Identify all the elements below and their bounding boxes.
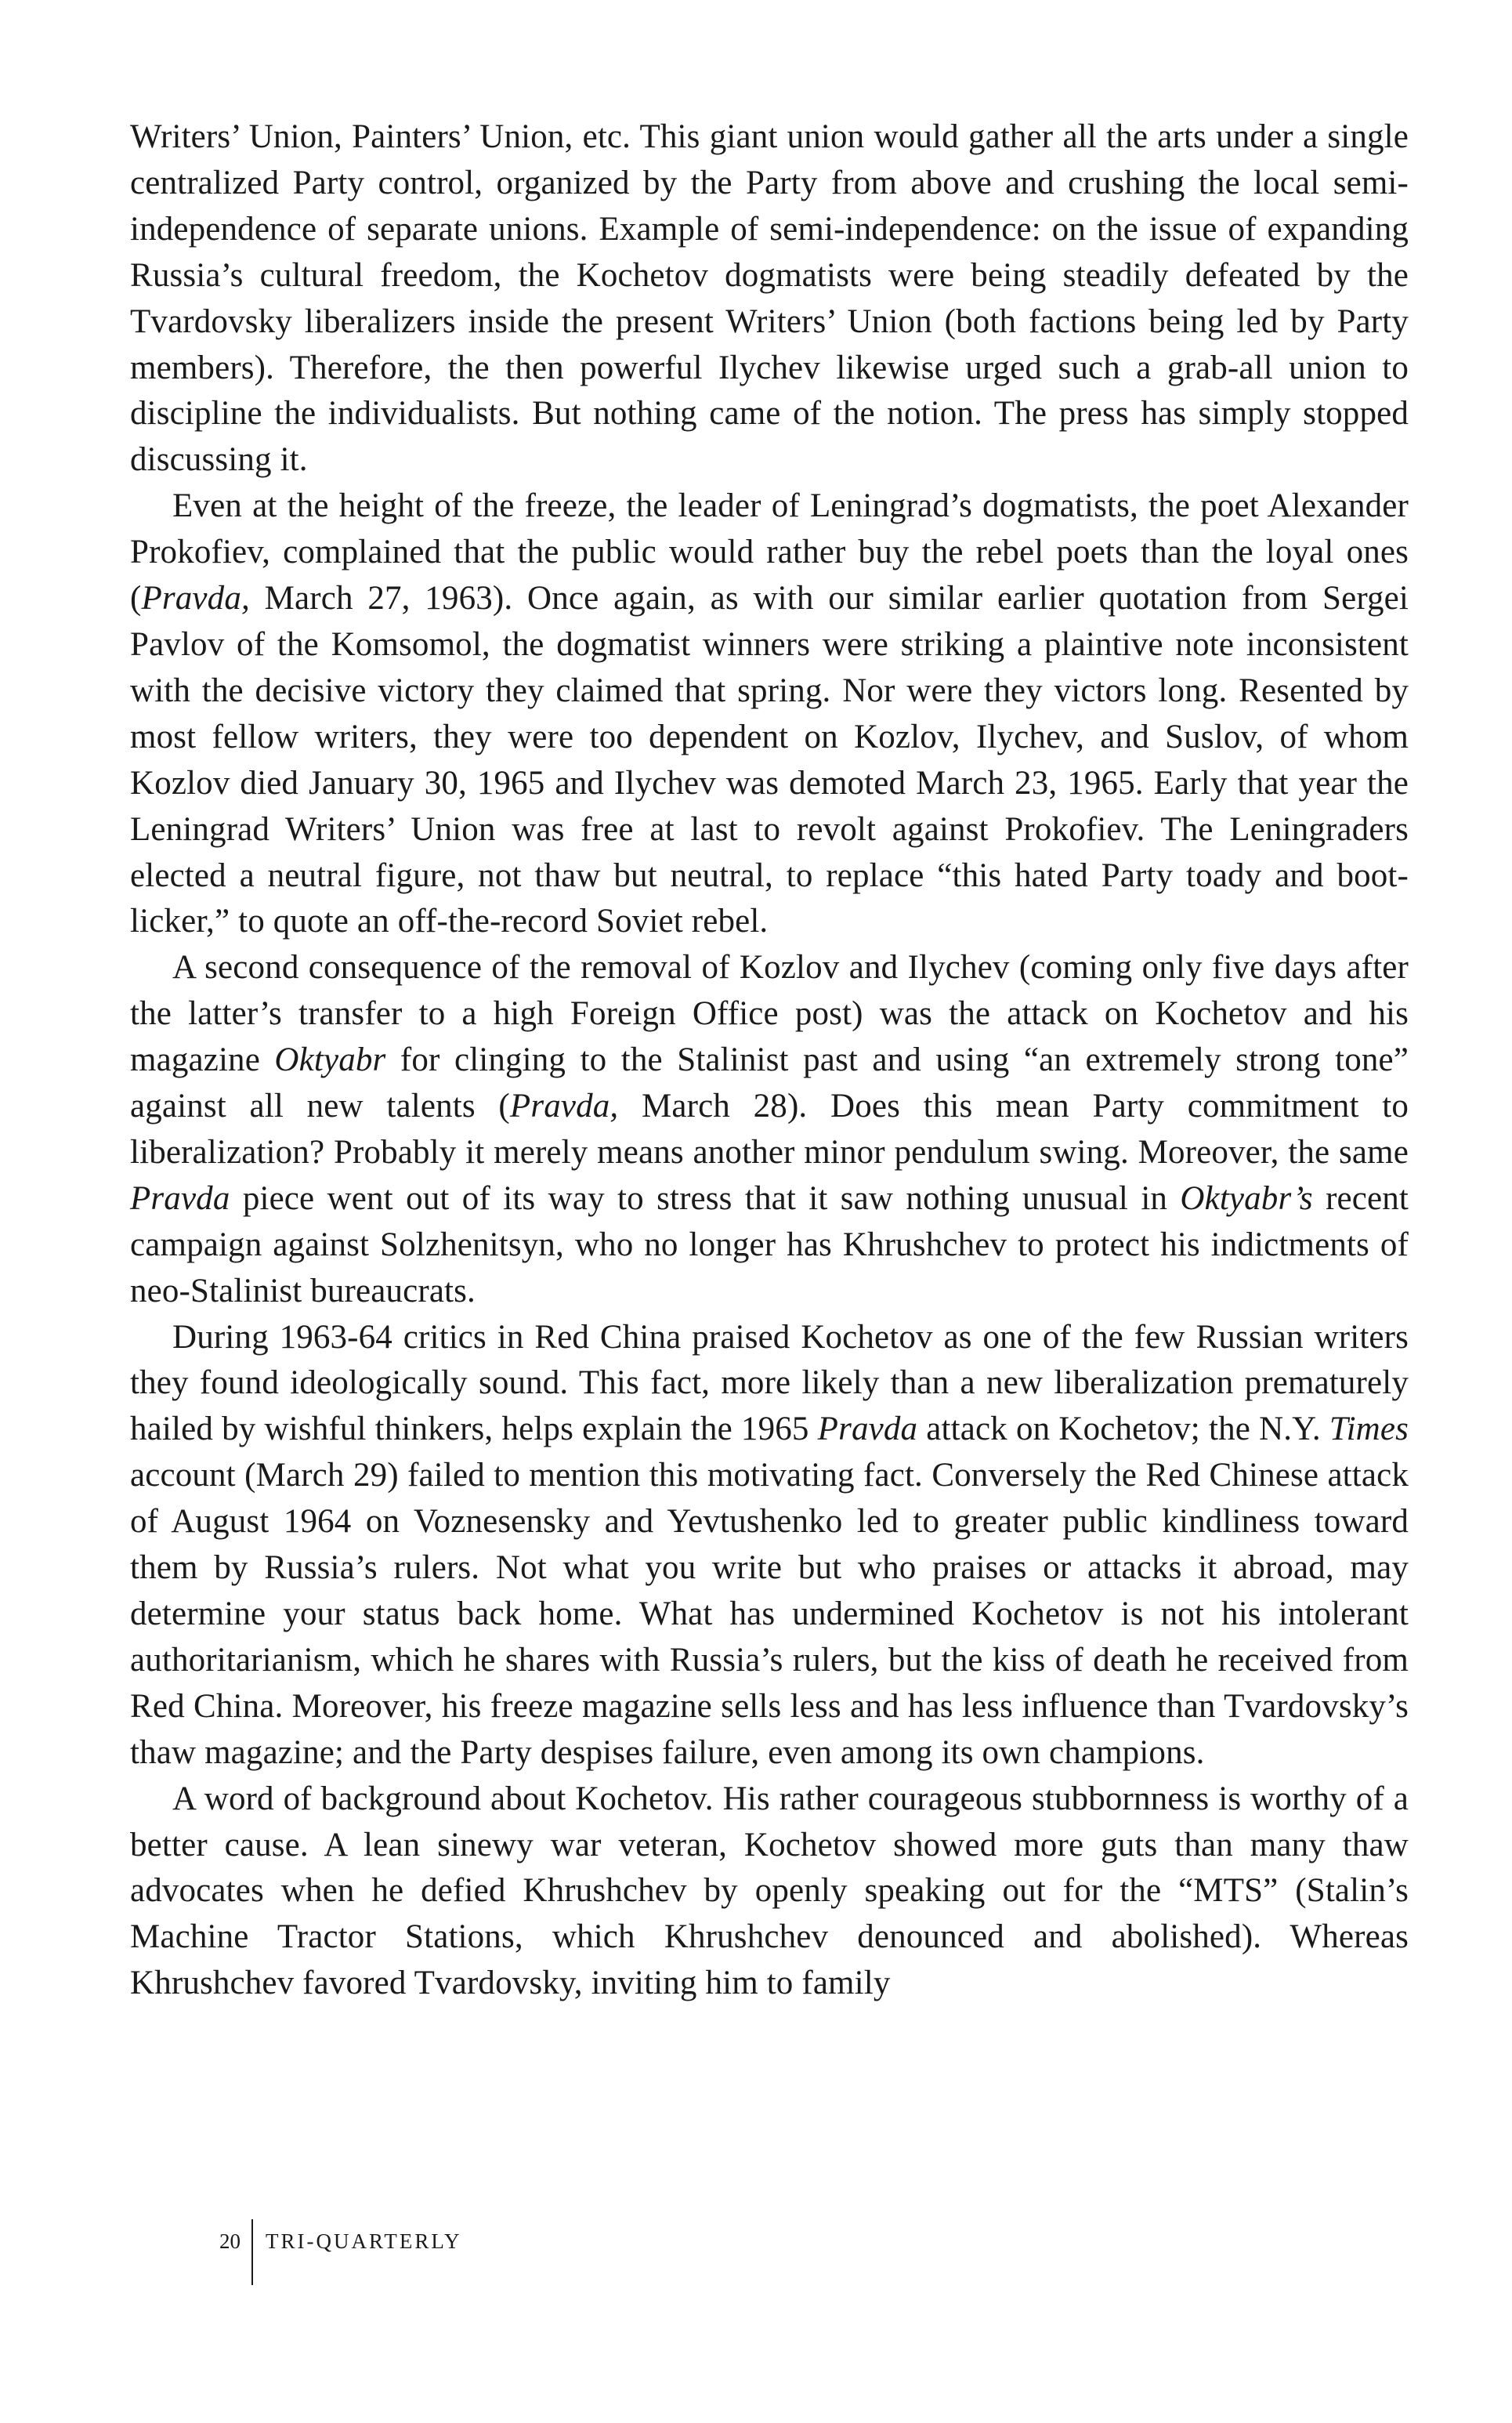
text-run: Even at the height of the freeze, the leader of Leningrad’s dogmatists, the poet Alexander Prokofiev, complained that the public would rather buy the rebel poets than the loyal ones ( [130,487,1409,618]
journal-title: TRI-QUARTERLY [266,2229,462,2253]
paragraph [130,1315,1409,1777]
italic-title: Times [1329,1411,1409,1448]
italic-title: Oktyabr [274,1041,386,1079]
paragraph [130,1777,1409,2008]
italic-title: Pravda [130,1179,230,1217]
text-run: March 27, 1963). Once again, as with our similar earlier quotation from Sergei Pavlov of the Komsomol, the dogmatist winners were striking a plaintive note inconsistent with the decisive victory they claimed that spring. Nor were they victors long. Resented by most fellow writers, they were too dependent on Kozlov, Ilychev, and Suslov, of whom Kozlov died January 30, 1965 and Ilychev was demoted March 23, 1965. Early that year the Leningrad Writers’ Union was free at last to revolt against Prokofiev. The Leningraders elected a neutral figure, not thaw but neutral, to replace “this hated Party toady and boot-licker,” to quote an off-the-record Soviet rebel. [130,580,1409,940]
text-run: A word of background about Kochetov. His rather courageous stubbornness is worthy of a better cause. A lean sinewy war veteran, Kochetov showed more guts than many thaw advocates when he defied Khrushchev by openly speaking out for the “MTS” (Stalin’s Machine Tractor Stations, which Khrushchev denounced and abolished). Whereas Khrushchev favored Tvardovsky, inviting him to family [130,1780,1409,2002]
text-run: account (March 29) failed to mention this motivating fact. Conversely the Red Chinese attack of August 1964 on Voznesensky and Yevtushenko led to greater public kindliness toward them by Russia’s rulers. Not what you write but who praises or attacks it abroad, may determine your status back home. What has undermined Kochetov is not his intolerant authoritarianism, which he shares with Russia’s rulers, but the kiss of death he received from Red China. Moreover, his freeze magazine sells less and has less influence than Tvardovsky’s thaw magazine; and the Party despises failure, even among its own champions. [130,1457,1409,1771]
page-footer [219,2219,462,2269]
text-run: March 28). Does this mean Party commitment to liberalization? Probably it merely means another minor pendulum swing. Moreover, the same [130,1088,1409,1171]
text-run: piece went out of its way to stress that it saw nothing unusual in [230,1179,1181,1217]
text-run: recent campaign against Solzhenitsyn, who no longer has Khrushchev to protect his indictments of neo-Stalinist bureaucrats. [130,1179,1409,1309]
paragraph [130,484,1409,945]
page-number: 20 [219,2229,241,2253]
text-run: attack on Kochetov; the N.Y. [917,1411,1329,1448]
page-body [130,114,1409,2007]
italic-title: Pravda [817,1411,918,1448]
italic-title: Oktyabr’s [1180,1179,1313,1217]
text-run: A second consequence of the removal of Kozlov and Ilychev (coming only five days after the latter’s transfer to a high Foreign Office post) was the attack on Kochetov and his magazine [130,949,1409,1079]
text-run: Writers’ Union, Painters’ Union, etc. This giant union would gather all the arts under a single centralized Party control, organized by the Party from above and crushing the local semi-independence of separate unions. Example of semi-independence: on the issue of expanding Russia’s cultural freedom, the Kochetov dogmatists were being steadily defeated by the Tvardovsky liberalizers inside the present Writers’ Union (both factions being led by Party members). Therefore, the then powerful Ilychev likewise urged such a grab-all union to discipline the individualists. But nothing came of the notion. The press has simply stopped discussing it. [130,118,1409,479]
italic-title: Pravda, [509,1088,619,1125]
paragraph [130,945,1409,1314]
paragraph [130,114,1409,484]
text-run: for clinging to the Stalinist past and using “an extremely strong tone” against all new talents ( [130,1041,1409,1125]
italic-title: Pravda, [141,580,250,618]
text-run: During 1963-64 critics in Red China praised Kochetov as one of the few Russian writers they found ideologically sound. This fact, more likely than a new liberalization prematurely hailed by wishful thinkers, helps explain the 1965 [130,1318,1409,1448]
